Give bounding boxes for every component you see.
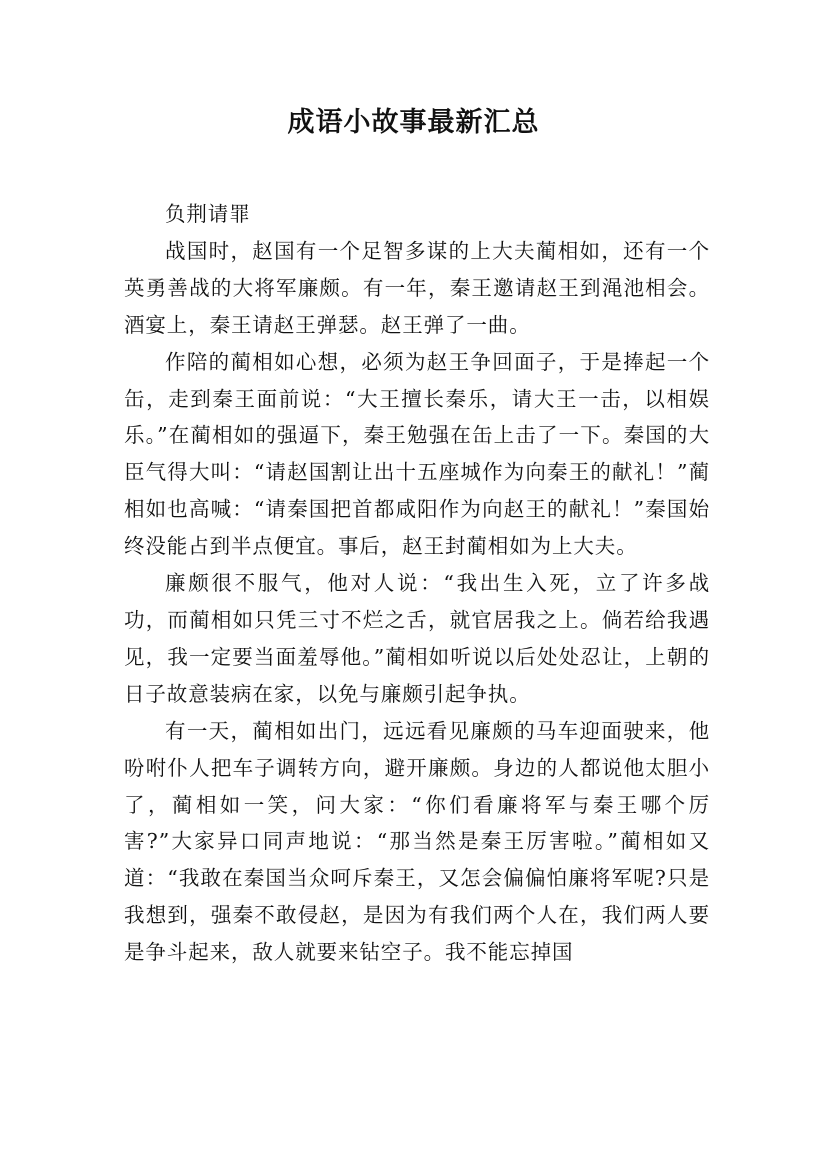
- document-body: [124, 196, 710, 971]
- paragraph: 有一天，蔺相如出门，远远看见廉颇的马车迎面驶来，他吩咐仆人把车子调转方向，避开廉颇。身边的人都说他太胆小了，蔺相如一笑，问大家：“你们看廉将军与秦王哪个厉害?”大家异口同声地说：“那当然是秦王厉害啦。”蔺相如又道：“我敢在秦国当众呵斥秦王，又怎会偏偏怕廉将军呢?只是我想到，强秦不敢侵赵，是因为有我们两个人在，我们两人要是争斗起来，敌人就要来钻空子。我不能忘掉国: [124, 718, 710, 965]
- section-heading: 负荆请罪: [165, 202, 251, 226]
- document-title: 成语小故事最新汇总: [287, 107, 540, 138]
- paragraph: 廉颇很不服气，他对人说：“我出生入死，立了许多战功，而蔺相如只凭三寸不烂之舌，就官居我之上。倘若给我遇见，我一定要当面羞辱他。”蔺相如听说以后处处忍让，上朝的日子故意装病在家，以免与廉颇引起争执。: [124, 571, 710, 706]
- paragraph: 作陪的蔺相如心想，必须为赵王争回面子，于是捧起一个缶，走到秦王面前说：“大王擅长秦乐，请大王一击，以相娱乐。”在蔺相如的强逼下，秦王勉强在缶上击了一下。秦国的大臣气得大叫：“请赵国割让出十五座城作为向秦王的献礼！”蔺相如也高喊：“请秦国把首都咸阳作为向赵王的献礼！”秦国始终没能占到半点便宜。事后，赵王封蔺相如为上大夫。: [124, 349, 710, 559]
- paragraph: 战国时，赵国有一个足智多谋的上大夫蔺相如，还有一个英勇善战的大将军廉颇。有一年，秦王邀请赵王到渑池相会。酒宴上，秦王请赵王弹瑟。赵王弹了一曲。: [124, 238, 710, 337]
